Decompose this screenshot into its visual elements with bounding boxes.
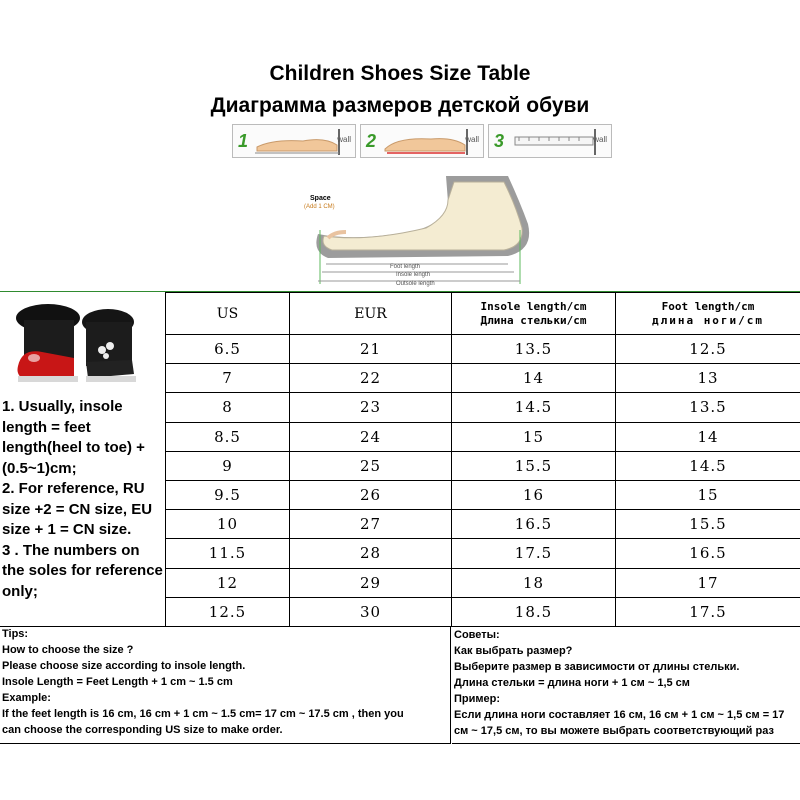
cell-foot: 15.5 bbox=[616, 510, 800, 539]
cell-eur: 25 bbox=[290, 451, 452, 480]
cell-foot: 14.5 bbox=[616, 451, 800, 480]
foot-length-label: Foot length bbox=[390, 264, 421, 270]
step-number: 3 bbox=[494, 131, 505, 151]
cell-us: 12 bbox=[166, 568, 290, 597]
cell-foot: 13 bbox=[616, 364, 800, 393]
note-2: 2. For reference, RU size +2 = CN size, EU size + 1 = CN size. bbox=[2, 480, 153, 538]
cell-eur: 23 bbox=[290, 393, 452, 422]
tips-instruction-ru: Выберите размер в зависимости от длины стельки. bbox=[454, 661, 740, 673]
cell-eur: 21 bbox=[290, 335, 452, 364]
tips-heading: Tips: bbox=[2, 628, 29, 640]
tips-formula: Insole Length = Feet Length + 1 cm ~ 1.5 cm bbox=[2, 676, 233, 688]
shoe-measurement-diagram bbox=[298, 172, 538, 290]
cell-foot: 14 bbox=[616, 422, 800, 451]
table-row bbox=[166, 568, 800, 597]
step-1 bbox=[232, 124, 356, 158]
tips-example-heading: Example: bbox=[2, 692, 51, 704]
cell-insole: 16 bbox=[452, 480, 616, 509]
tips-question: How to choose the size ? bbox=[2, 644, 134, 656]
cell-insole: 16.5 bbox=[452, 510, 616, 539]
kids-boot-image bbox=[8, 300, 138, 388]
table-row bbox=[166, 422, 800, 451]
cell-foot: 15 bbox=[616, 480, 800, 509]
cell-us: 9 bbox=[166, 451, 290, 480]
cell-us: 6.5 bbox=[166, 335, 290, 364]
header-foot bbox=[616, 293, 800, 335]
wall-label: wall bbox=[593, 135, 607, 144]
tips-example-line-2-ru: см ~ 17,5 см, то вы можете выбрать соответствующий раз bbox=[454, 725, 774, 737]
tips-example-heading-ru: Пример: bbox=[454, 693, 501, 705]
tips-instruction: Please choose size according to insole length. bbox=[2, 660, 246, 672]
cell-foot: 17.5 bbox=[616, 597, 800, 626]
header-us: US bbox=[166, 293, 290, 335]
note-3: 3 . The numbers on the soles for reference only; bbox=[2, 541, 163, 600]
step-3 bbox=[488, 124, 612, 158]
cell-insole: 15 bbox=[452, 422, 616, 451]
tips-english bbox=[0, 626, 451, 744]
outsole-length-label: Outsole length bbox=[396, 281, 435, 287]
step-number: 2 bbox=[366, 131, 377, 151]
cell-insole: 18 bbox=[452, 568, 616, 597]
tips-example-line-2: can choose the corresponding US size to make order. bbox=[2, 724, 283, 736]
tips-heading-ru: Советы: bbox=[454, 629, 500, 641]
cell-us: 8.5 bbox=[166, 422, 290, 451]
cell-eur: 28 bbox=[290, 539, 452, 568]
insole-length-label: Insole length bbox=[396, 272, 431, 278]
tips-formula-ru: Длина стельки = длина ноги + 1 см ~ 1,5 см bbox=[454, 677, 690, 689]
tips-russian bbox=[452, 626, 800, 744]
header-insole-ru: Длина стельки/cm bbox=[480, 313, 587, 327]
measuring-steps bbox=[232, 124, 612, 158]
tips-example-line-1: If the feet length is 16 cm, 16 cm + 1 cm ~ 1.5 cm= 17 cm ~ 17.5 cm , then you bbox=[2, 708, 404, 720]
header-foot-en: Foot length/cm bbox=[661, 299, 755, 313]
cell-insole: 15.5 bbox=[452, 451, 616, 480]
step-2 bbox=[360, 124, 484, 158]
cell-us: 11.5 bbox=[166, 539, 290, 568]
table-row bbox=[166, 364, 800, 393]
tips-example-line-1-ru: Если длина ноги составляет 16 см, 16 см + 1 см ~ 1,5 см = 17 bbox=[454, 709, 785, 721]
table-row bbox=[166, 597, 800, 626]
step-number: 1 bbox=[238, 131, 249, 151]
table-row bbox=[166, 451, 800, 480]
header-insole-en: Insole length/cm bbox=[480, 299, 587, 313]
tips-question-ru: Как выбрать размер? bbox=[454, 645, 573, 657]
cell-eur: 27 bbox=[290, 510, 452, 539]
cell-us: 12.5 bbox=[166, 597, 290, 626]
space-sub-label: (Add 1 CM) bbox=[304, 204, 335, 210]
table-row bbox=[166, 539, 800, 568]
cell-eur: 26 bbox=[290, 480, 452, 509]
title-ru: Диаграмма размеров детской обуви bbox=[210, 94, 590, 117]
cell-eur: 29 bbox=[290, 568, 452, 597]
table-row bbox=[166, 335, 800, 364]
cell-foot: 17 bbox=[616, 568, 800, 597]
cell-us: 7 bbox=[166, 364, 290, 393]
size-notes bbox=[2, 397, 164, 602]
size-table bbox=[165, 292, 800, 627]
cell-foot: 16.5 bbox=[616, 539, 800, 568]
cell-eur: 24 bbox=[290, 422, 452, 451]
cell-foot: 12.5 bbox=[616, 335, 800, 364]
table-row bbox=[166, 393, 800, 422]
table-row bbox=[166, 510, 800, 539]
cell-eur: 30 bbox=[290, 597, 452, 626]
header-eur: EUR bbox=[290, 293, 452, 335]
cell-us: 10 bbox=[166, 510, 290, 539]
cell-insole: 17.5 bbox=[452, 539, 616, 568]
wall-label: wall bbox=[337, 135, 351, 144]
left-panel bbox=[0, 292, 165, 626]
cell-insole: 14 bbox=[452, 364, 616, 393]
space-label: Space bbox=[310, 195, 331, 202]
wall-label: wall bbox=[465, 135, 479, 144]
note-1: 1. Usually, insole length = feet length(heel to toe) + (0.5~1)cm; bbox=[2, 398, 145, 477]
cell-insole: 18.5 bbox=[452, 597, 616, 626]
table-row bbox=[166, 480, 800, 509]
cell-us: 9.5 bbox=[166, 480, 290, 509]
cell-insole: 13.5 bbox=[452, 335, 616, 364]
table-header-row bbox=[166, 293, 800, 335]
cell-insole: 14.5 bbox=[452, 393, 616, 422]
cell-foot: 13.5 bbox=[616, 393, 800, 422]
header-insole bbox=[452, 293, 616, 335]
cell-eur: 22 bbox=[290, 364, 452, 393]
header-foot-ru: длина ноги/cm bbox=[651, 313, 765, 327]
title-en: Children Shoes Size Table bbox=[269, 62, 531, 85]
cell-us: 8 bbox=[166, 393, 290, 422]
